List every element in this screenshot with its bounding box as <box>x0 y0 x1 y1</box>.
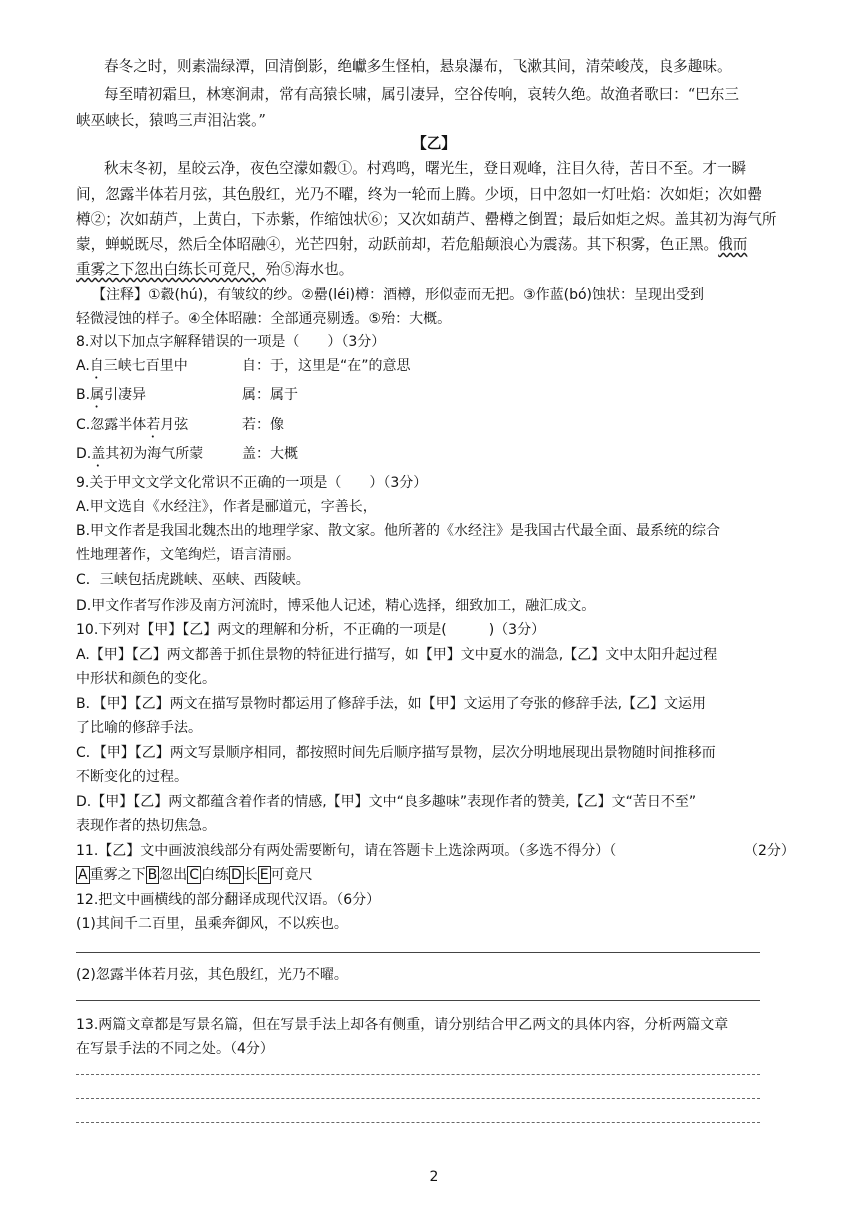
passage-jia-line: 峡巫峡长，猿鸣三声泪沾裳。” <box>76 112 266 129</box>
q10-stem: 10.下列对【甲】【乙】两文的理解和分析，不正确的一项是( )（3分） <box>76 622 546 638</box>
q11-score: （2分） <box>744 843 795 859</box>
passage-yi-text: 蒙，蝉蜕既尽，然后全体昭融④，光芒四射，动跃前却，若危船颠浪心为震荡。其下积雾，色正黑。 <box>76 236 719 253</box>
answer-line[interactable] <box>76 1000 760 1001</box>
q10-option-d-cont: 表现作者的热切焦急。 <box>76 818 216 834</box>
q8-gloss-c: 若：像 <box>242 417 284 433</box>
q9-option-d: D.甲文作者写作涉及南方河流时，博采他人记述，精心选择，细致加工，融汇成文。 <box>76 598 596 614</box>
q9-option-b: B.甲文作者是我国北魏杰出的地理学家、散文家。他所著的《水经注》是我国古代最全面、最系统的综合 <box>76 523 721 539</box>
q9-stem: 9.关于甲文文学文化常识不正确的一项是（ ）（3分） <box>76 475 428 491</box>
q12-sentence-2: (2)忽露半体若月弦，其色殷红，光乃不曜。 <box>76 967 348 983</box>
notes-line: 【注释】①縠(hú)，有皱纹的纱。②罍(léi)樽：酒樽，形似壶而无把。③作蓝(bó)蚀状：呈现出受到 <box>92 287 705 303</box>
dotted-char: 自 <box>89 358 104 374</box>
q11-stem: 11.【乙】文中画波浪线部分有两处需要断句，请在答题卡上选涂两项。（多选不得分）（ <box>76 843 617 859</box>
break-option-a[interactable]: A <box>78 867 88 883</box>
q8-option-b: B.属引凄异 <box>76 387 147 403</box>
passage-yi-line <box>76 261 353 279</box>
answer-line[interactable] <box>76 1098 760 1099</box>
q13-stem-cont: 在写景手法的不同之处。（4分） <box>76 1041 274 1057</box>
break-option-d[interactable]: D <box>230 867 242 883</box>
page-number: 2 <box>429 1169 439 1185</box>
answer-line[interactable] <box>76 952 760 953</box>
wavy-underlined-text: 重雾之下忽出白练长可竟尺， <box>76 261 266 278</box>
q9-option-a: A.甲文选自《水经注》，作者是郦道元，字善长， <box>76 499 377 515</box>
q10-option-c-cont: 不断变化的过程。 <box>76 769 188 785</box>
passage-jia-line: 每至晴初霜旦，林寒涧肃，常有高猿长啸，属引凄异，空谷传响，哀转久绝。故渔者歌曰：“巴东三 <box>104 86 739 103</box>
q11-break-options: A 重雾之下 B 忽出 C 白练 D 长 E 可竟尺 <box>78 867 313 883</box>
passage-yi-heading: 【乙】 <box>412 135 456 152</box>
q8-gloss-b: 属：属于 <box>242 387 298 403</box>
answer-line[interactable] <box>76 1122 760 1123</box>
passage-yi-line: 樽②；次如葫芦，上黄白，下赤紫，作缩蚀状⑥；又次如葫芦、罍樽之倒置；最后如炬之烬。盖其初为海气所 <box>76 211 777 228</box>
passage-yi-line: 秋末冬初，星皎云净，夜色空濛如縠①。村鸡鸣，曙光生，登日观峰，注目久待，苦日不至。才一瞬 <box>104 160 747 177</box>
passage-yi-line <box>76 236 747 254</box>
q10-option-b-cont: 了比喻的修辞手法。 <box>76 720 202 736</box>
q13-stem: 13.两篇文章都是写景名篇，但在写景手法上却各有侧重，请分别结合甲乙两文的具体内容，分析两篇文章 <box>76 1017 729 1033</box>
break-option-c[interactable]: C <box>189 867 199 883</box>
break-option-e[interactable]: E <box>259 867 269 883</box>
q8-option-a: A.自三峡七百里中 <box>76 358 188 374</box>
q8-stem: 8.对以下加点字解释错误的一项是（ ）（3分） <box>76 334 386 350</box>
wavy-underlined-text: 俄而 <box>718 236 748 253</box>
break-option-b[interactable]: B <box>147 867 158 883</box>
q8-gloss-d: 盖：大概 <box>242 446 298 462</box>
dotted-char: 属 <box>90 387 105 403</box>
notes-line: 轻微浸蚀的样子。④全体昭融：全部通亮剔透。⑤殆：大概。 <box>76 311 452 327</box>
passage-yi-line: 间，忽露半体若月弦，其色殷红，光乃不曜，终为一轮而上腾。少顷，日中忽如一灯吐焰：次如炬；次如罍 <box>76 186 762 203</box>
dotted-char: 盖 <box>91 446 106 462</box>
passage-jia-line: 春冬之时，则素湍绿潭，回清倒影，绝巘多生怪柏，悬泉瀑布，飞漱其间，清荣峻茂，良多趣味。 <box>104 58 732 75</box>
q10-option-a: A.【甲】【乙】两文都善于抓住景物的特征进行描写，如【甲】文中夏水的湍急,【乙】文中太阳升起过程 <box>76 647 718 663</box>
q10-option-a-cont: 中形状和颜色的变化。 <box>76 671 216 687</box>
q10-option-b: B．【甲】【乙】两文在描写景物时都运用了修辞手法，如【甲】文运用了夸张的修辞手法,【乙】文运用 <box>76 696 707 712</box>
q8-option-c: C.忽露半体若月弦 <box>76 417 189 433</box>
q8-option-d: D.盖其初为海气所蒙 <box>76 446 204 462</box>
q8-gloss-a: 自：于，这里是“在”的意思 <box>242 358 411 374</box>
q9-option-c: C．三峡包括虎跳峡、巫峡、西陵峡。 <box>76 572 310 588</box>
answer-line[interactable] <box>76 1074 760 1075</box>
q10-option-d: D.【甲】【乙】两文都蕴含着作者的情感,【甲】文中“良多趣味”表现作者的赞美,【乙】文“苦日不至” <box>76 794 697 810</box>
q10-option-c: C．【甲】【乙】两文写景顺序相同，都按照时间先后顺序描写景物，层次分明地展现出景物随时间推移而 <box>76 745 716 761</box>
passage-yi-text: 殆⑤海水也。 <box>265 261 354 278</box>
q9-option-b-cont: 性地理著作，文笔绚烂，语言清丽。 <box>76 547 300 563</box>
dotted-char: 若 <box>146 417 161 433</box>
q12-stem: 12.把文中画横线的部分翻译成现代汉语。（6分） <box>76 892 381 908</box>
q12-sentence-1: (1)其间千二百里，虽乘奔御风，不以疾也。 <box>76 916 348 932</box>
